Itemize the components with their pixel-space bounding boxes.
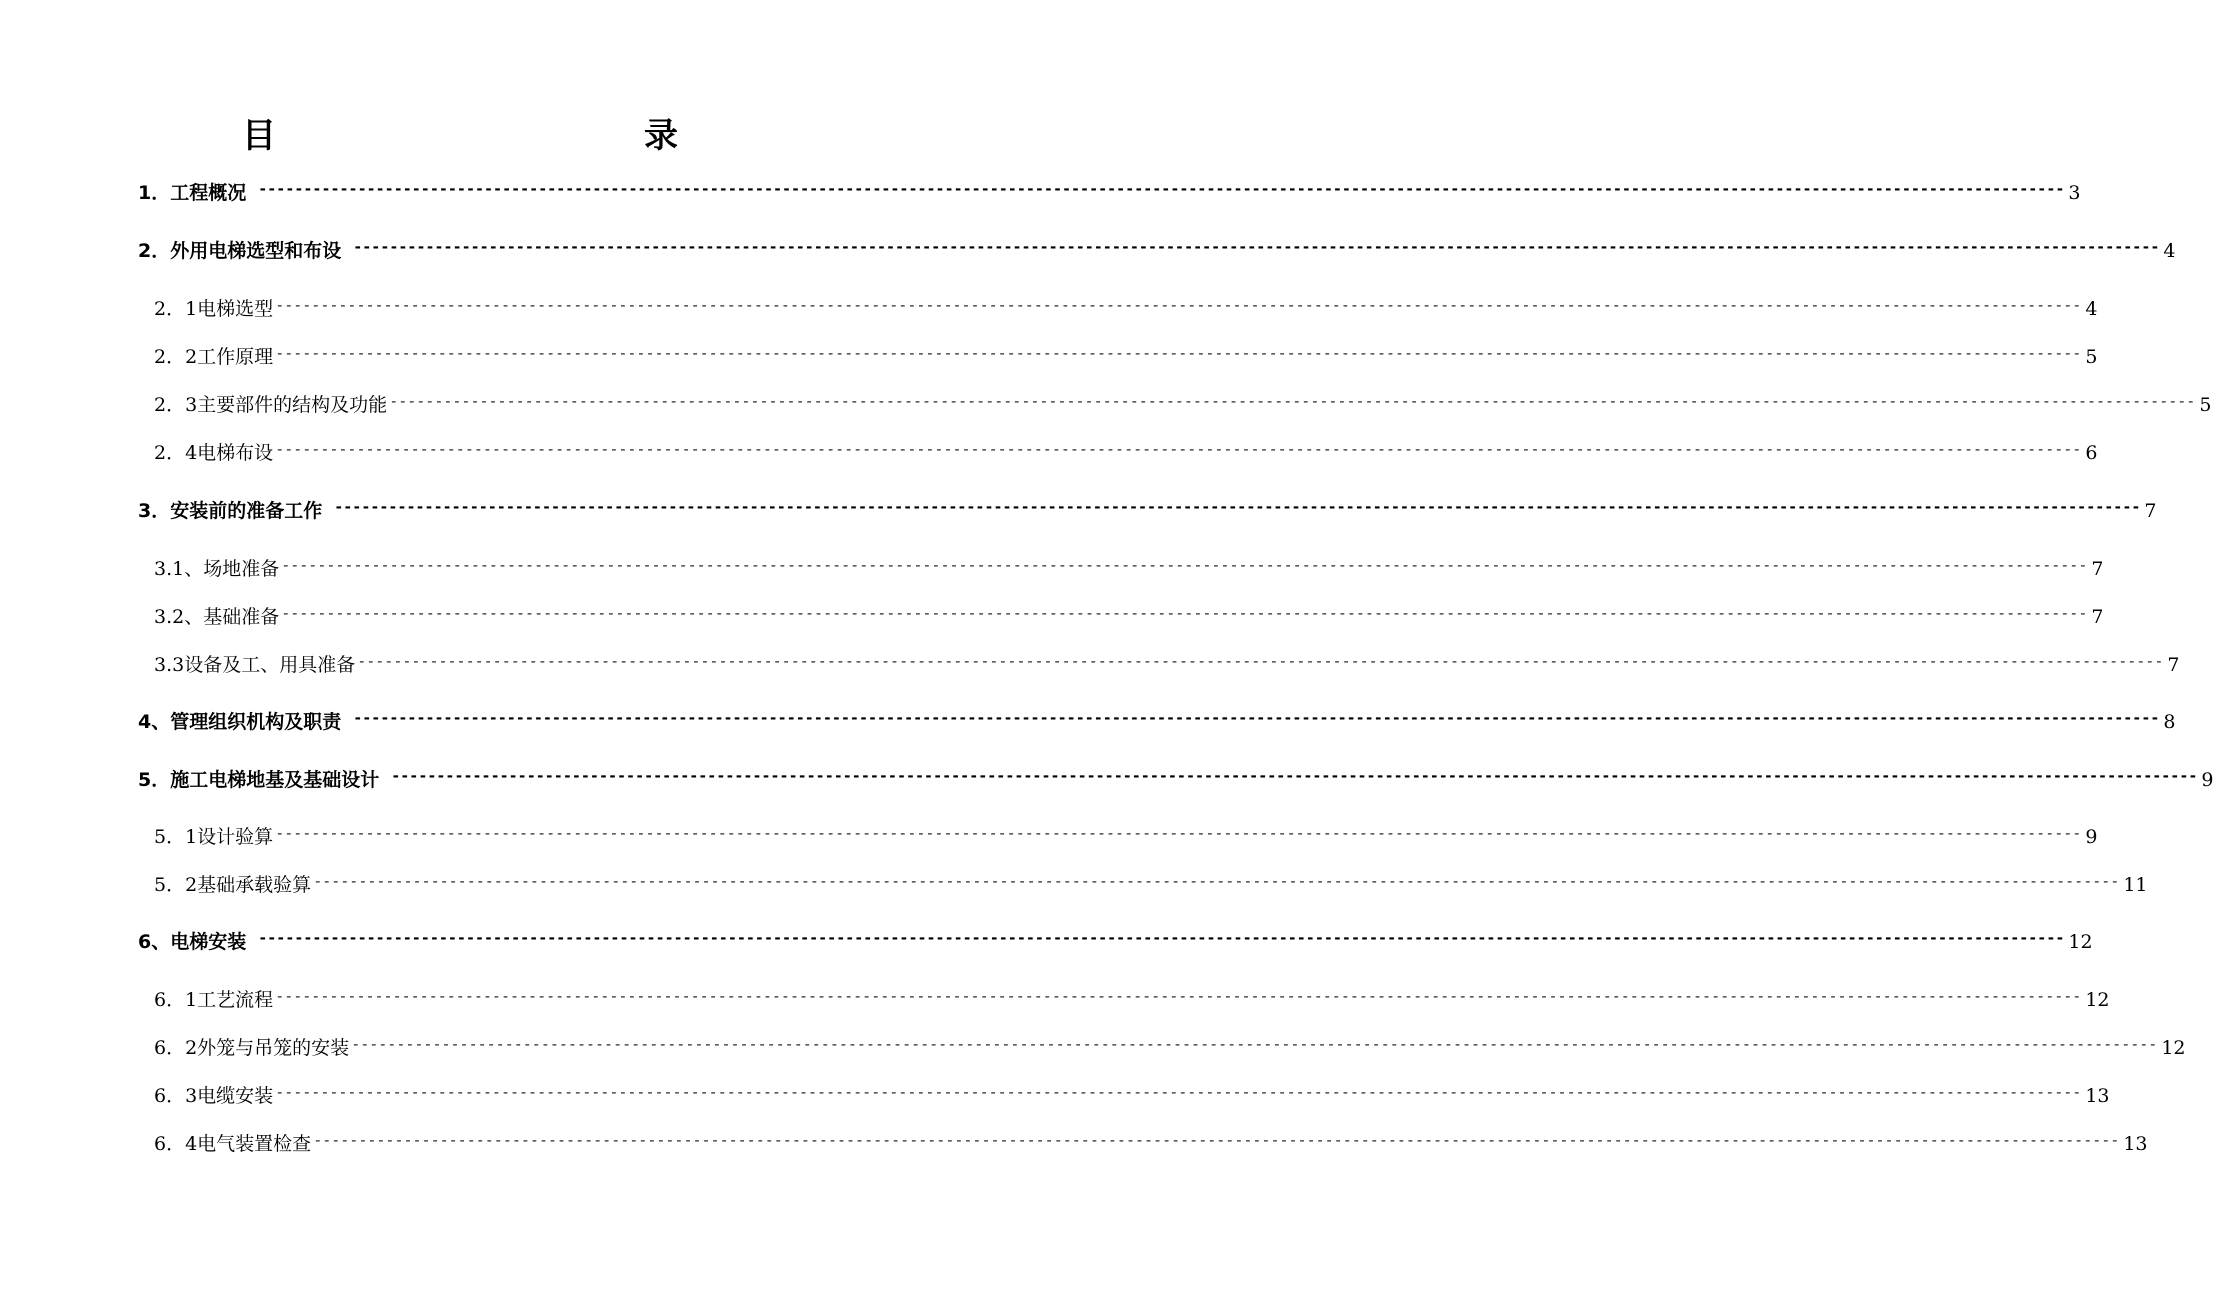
toc-leader-line: -------------------------------------------------------------------------------------------------------------------------------------------------------------------------------------------------------- [391, 767, 2198, 785]
toc-entry[interactable] [154, 1033, 2186, 1063]
toc-leader-line: -------------------------------------------------------------------------------------------------------------------------------------------------------------------------------------------------------- [258, 929, 2065, 947]
toc-leader-line: -------------------------------------------------------------------------------------------------------------------------------------------------------------------------------------------------------- [313, 872, 2120, 890]
toc-leader-line: -------------------------------------------------------------------------------------------------------------------------------------------------------------------------------------------------------- [334, 498, 2141, 516]
toc-entry[interactable] [138, 496, 2157, 526]
toc-leader-line: -------------------------------------------------------------------------------------------------------------------------------------------------------------------------------------------------------- [357, 652, 2164, 670]
toc-entry[interactable] [154, 822, 2098, 852]
toc-leader-line: -------------------------------------------------------------------------------------------------------------------------------------------------------------------------------------------------------- [353, 238, 2160, 256]
toc-leader-line: -------------------------------------------------------------------------------------------------------------------------------------------------------------------------------------------------------- [275, 344, 2082, 362]
toc-entry-page-number: 5 [2085, 346, 2098, 368]
toc-entry-label: 5．施工电梯地基及基础设计 [138, 769, 380, 791]
toc-entry-page-number: 4 [2163, 240, 2176, 262]
toc-entry-label: 6．2外笼与吊笼的安装 [154, 1037, 350, 1059]
toc-entry-label: 3.3设备及工、用具准备 [154, 654, 356, 676]
toc-entry[interactable] [154, 554, 2104, 584]
toc-leader-line: -------------------------------------------------------------------------------------------------------------------------------------------------------------------------------------------------------- [389, 392, 2196, 410]
toc-entry[interactable] [154, 602, 2104, 632]
toc-entry[interactable] [154, 1129, 2148, 1159]
toc-entry-page-number: 8 [2163, 711, 2176, 733]
toc-leader-line: -------------------------------------------------------------------------------------------------------------------------------------------------------------------------------------------------------- [281, 604, 2088, 622]
toc-entry[interactable] [138, 178, 2081, 208]
toc-leader-line: -------------------------------------------------------------------------------------------------------------------------------------------------------------------------------------------------------- [275, 1083, 2082, 1101]
toc-leader-line: -------------------------------------------------------------------------------------------------------------------------------------------------------------------------------------------------------- [275, 440, 2082, 458]
toc-entry-page-number: 7 [2167, 654, 2180, 676]
toc-entry[interactable] [154, 870, 2148, 900]
toc-leader-line: -------------------------------------------------------------------------------------------------------------------------------------------------------------------------------------------------------- [275, 296, 2082, 314]
toc-entry[interactable] [154, 294, 2098, 324]
toc-entry-page-number: 12 [2068, 931, 2093, 953]
toc-entry-page-number: 13 [2085, 1085, 2110, 1107]
toc-leader-line: -------------------------------------------------------------------------------------------------------------------------------------------------------------------------------------------------------- [275, 987, 2082, 1005]
toc-entry-page-number: 9 [2201, 769, 2213, 791]
toc-leader-line: -------------------------------------------------------------------------------------------------------------------------------------------------------------------------------------------------------- [258, 180, 2065, 198]
toc-entry-label: 4、管理组织机构及职责 [138, 711, 342, 733]
toc-entry-page-number: 11 [2123, 874, 2148, 896]
page-title: 目 录 [242, 116, 778, 156]
toc-entry-label: 5．1设计验算 [154, 826, 274, 848]
toc-leader-line: -------------------------------------------------------------------------------------------------------------------------------------------------------------------------------------------------------- [353, 709, 2160, 727]
toc-entry-page-number: 7 [2091, 606, 2104, 628]
toc-entry-label: 2．4电梯布设 [154, 442, 274, 464]
toc-leader-line: -------------------------------------------------------------------------------------------------------------------------------------------------------------------------------------------------------- [281, 556, 2088, 574]
toc-entry-page-number: 12 [2161, 1037, 2186, 1059]
toc-entry[interactable] [138, 927, 2093, 957]
toc-leader-line: -------------------------------------------------------------------------------------------------------------------------------------------------------------------------------------------------------- [313, 1131, 2120, 1149]
toc-entry-label: 6．4电气装置检查 [154, 1133, 312, 1155]
toc-entry-label: 6．3电缆安装 [154, 1085, 274, 1107]
toc-entry-label: 6．1工艺流程 [154, 989, 274, 1011]
toc-entry[interactable] [154, 342, 2098, 372]
toc-entry-label: 3．安装前的准备工作 [138, 500, 323, 522]
toc-entry[interactable] [138, 707, 2176, 737]
toc-entry-page-number: 7 [2091, 558, 2104, 580]
toc-entry-label: 1．工程概况 [138, 182, 247, 204]
toc-leader-line: -------------------------------------------------------------------------------------------------------------------------------------------------------------------------------------------------------- [275, 824, 2082, 842]
toc-entry[interactable] [154, 390, 2212, 420]
toc-entry-page-number: 5 [2199, 394, 2212, 416]
toc-entry[interactable] [154, 1081, 2110, 1111]
toc-entry[interactable] [138, 765, 2213, 795]
toc-entry[interactable] [138, 236, 2176, 266]
toc-entry-page-number: 6 [2085, 442, 2098, 464]
toc-entry-label: 2．2工作原理 [154, 346, 274, 368]
toc-entry-page-number: 7 [2144, 500, 2157, 522]
toc-entry-page-number: 3 [2068, 182, 2081, 204]
toc-entry-page-number: 4 [2085, 298, 2098, 320]
toc-entry[interactable] [154, 438, 2098, 468]
toc-entry[interactable] [154, 985, 2110, 1015]
toc-entry-page-number: 13 [2123, 1133, 2148, 1155]
toc-entry-label: 2．3主要部件的结构及功能 [154, 394, 388, 416]
toc-entry-label: 6、电梯安装 [138, 931, 247, 953]
toc-entry[interactable] [154, 650, 2180, 680]
toc-entry-page-number: 9 [2085, 826, 2098, 848]
toc-entry-label: 3.2、基础准备 [154, 606, 280, 628]
toc-entry-label: 5．2基础承载验算 [154, 874, 312, 896]
toc-entry-label: 3.1、场地准备 [154, 558, 280, 580]
toc-leader-line: -------------------------------------------------------------------------------------------------------------------------------------------------------------------------------------------------------- [351, 1035, 2158, 1053]
toc-entry-label: 2．1电梯选型 [154, 298, 274, 320]
toc-entry-page-number: 12 [2085, 989, 2110, 1011]
toc-entry-label: 2．外用电梯选型和布设 [138, 240, 342, 262]
